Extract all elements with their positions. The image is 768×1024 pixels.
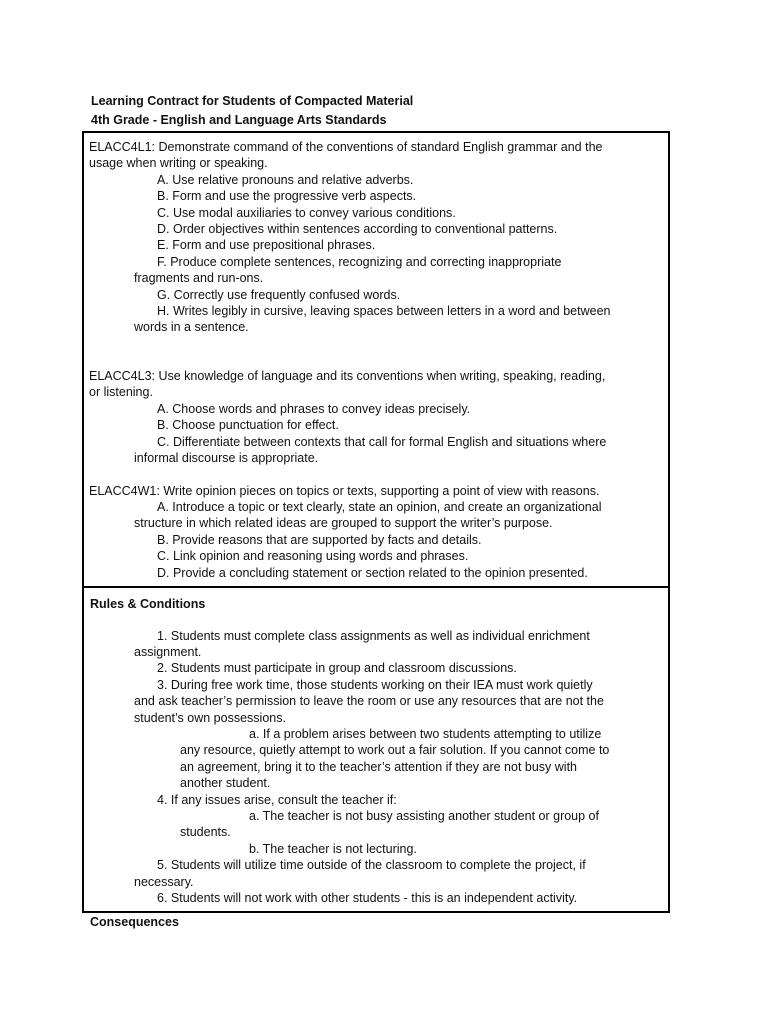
standard-l1-item-e: E. Form and use prepositional phrases. — [157, 238, 376, 252]
rule-4a: a. The teacher is not busy assisting another student or group of — [249, 809, 599, 823]
standard-w1-item-b: B. Provide reasons that are supported by facts and details. — [157, 533, 482, 547]
standard-w1-item-a: A. Introduce a topic or text clearly, state an opinion, and create an organizational — [157, 500, 602, 514]
rules-heading: Rules & Conditions — [90, 597, 206, 611]
standard-w1-item-d: D. Provide a concluding statement or section related to the opinion presented. — [157, 566, 588, 580]
rule-5: 5. Students will utilize time outside of the classroom to complete the project, if — [157, 858, 586, 872]
consequences-heading: Consequences — [90, 915, 179, 929]
standard-l1-item-f: F. Produce complete sentences, recognizing and correcting inappropriate — [157, 255, 562, 269]
standard-l1-item-a: A. Use relative pronouns and relative adverbs. — [157, 173, 414, 187]
standard-l1-item-b: B. Form and use the progressive verb aspects. — [157, 189, 417, 203]
rule-5-cont: necessary. — [134, 875, 194, 889]
standard-l1-item-c: C. Use modal auxiliaries to convey various conditions. — [157, 206, 456, 220]
rule-4b: b. The teacher is not lecturing. — [249, 842, 417, 856]
rule-3a-cont-3: another student. — [180, 776, 271, 790]
standard-l1-intro-line-2: usage when writing or speaking. — [89, 156, 268, 170]
standard-l3-item-c: C. Differentiate between contexts that call for formal English and situations where — [157, 435, 607, 449]
rule-4: 4. If any issues arise, consult the teacher if: — [157, 793, 397, 807]
document-subtitle: 4th Grade - English and Language Arts Standards — [91, 113, 387, 127]
standard-l3-item-c-cont: informal discourse is appropriate. — [134, 451, 319, 465]
rule-3: 3. During free work time, those students working on their IEA must work quietly — [157, 678, 593, 692]
standard-l3-item-a: A. Choose words and phrases to convey ideas precisely. — [157, 402, 471, 416]
rule-1: 1. Students must complete class assignments as well as individual enrichment — [157, 629, 590, 643]
rule-3-cont-2: student’s own possessions. — [134, 711, 286, 725]
rule-3a: a. If a problem arises between two students attempting to utilize — [249, 727, 602, 741]
standard-w1-item-a-cont: structure in which related ideas are grouped to support the writer’s purpose. — [134, 516, 553, 530]
standard-w1-item-c: C. Link opinion and reasoning using words and phrases. — [157, 549, 469, 563]
standard-l1-item-g: G. Correctly use frequently confused words. — [157, 288, 401, 302]
standard-w1-intro: ELACC4W1: Write opinion pieces on topics or texts, supporting a point of view with reasons. — [89, 484, 600, 498]
rule-3a-cont-1: any resource, quietly attempt to work out a fair solution. If you cannot come to — [180, 743, 610, 757]
standard-l1-item-d: D. Order objectives within sentences according to conventional patterns. — [157, 222, 558, 236]
standard-l3-intro-line-1: ELACC4L3: Use knowledge of language and its conventions when writing, speaking, reading, — [89, 369, 606, 383]
rule-3-cont-1: and ask teacher’s permission to leave the room or use any resources that are not the — [134, 694, 604, 708]
document-title: Learning Contract for Students of Compacted Material — [91, 94, 414, 108]
rule-1-cont: assignment. — [134, 645, 202, 659]
standard-l1-intro-line-1: ELACC4L1: Demonstrate command of the conventions of standard English grammar and the — [89, 140, 603, 154]
standard-l1-item-f-cont: fragments and run-ons. — [134, 271, 264, 285]
standard-l1-item-h: H. Writes legibly in cursive, leaving spaces between letters in a word and between — [157, 304, 611, 318]
rule-4a-cont: students. — [180, 825, 231, 839]
rule-3a-cont-2: an agreement, bring it to the teacher’s attention if they are not busy with — [180, 760, 577, 774]
rule-6: 6. Students will not work with other students - this is an independent activity. — [157, 891, 578, 905]
standard-l1-item-h-cont: words in a sentence. — [134, 320, 249, 334]
rule-2: 2. Students must participate in group and classroom discussions. — [157, 661, 517, 675]
standard-l3-intro-line-2: or listening. — [89, 385, 153, 399]
standard-l3-item-b: B. Choose punctuation for effect. — [157, 418, 339, 432]
